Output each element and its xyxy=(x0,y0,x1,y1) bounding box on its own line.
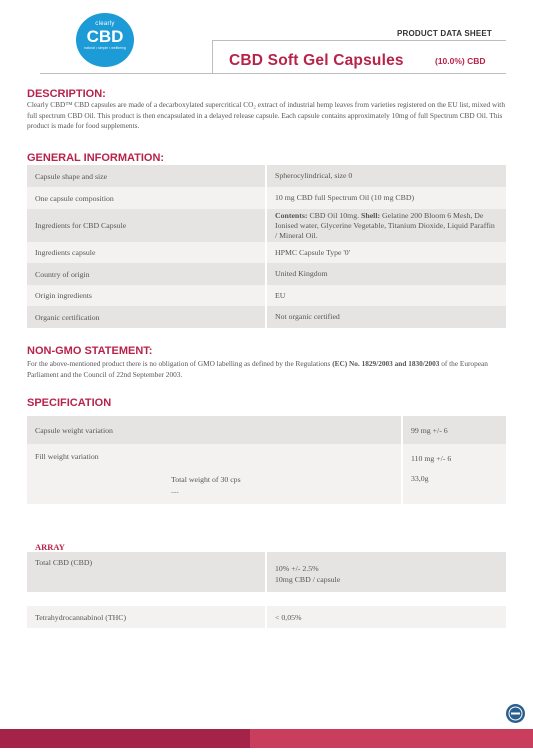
contents-prefix: Contents: xyxy=(275,210,308,220)
row-value: HPMC Capsule Type '0' xyxy=(266,242,506,263)
non-gmo-text xyxy=(27,359,507,380)
row-label: Fill weight variation xyxy=(27,444,402,474)
row-value: EU xyxy=(266,285,506,306)
total-cbd-per-capsule: 10mg CBD / capsule xyxy=(275,575,341,584)
spacer-cell xyxy=(266,592,506,606)
contents-text: CBD Oil 10mg. xyxy=(307,210,362,220)
table-row xyxy=(27,165,506,187)
title-divider xyxy=(40,73,506,74)
row-value xyxy=(266,209,506,242)
row-label: Ingredients for CBD Capsule xyxy=(27,209,266,242)
logo-top-text: clearly xyxy=(95,21,115,27)
non-gmo-text-a: For the above-mentioned product there is no obligation of GMO labelling as defined by the Regulations xyxy=(27,359,333,368)
table-row xyxy=(27,606,506,628)
concentration-label: (10.0%) CBD xyxy=(435,56,486,66)
table-row xyxy=(27,306,506,328)
description-heading: DESCRIPTION: xyxy=(27,88,106,100)
row-label: Total CBD (CBD) xyxy=(27,552,266,592)
table-row xyxy=(27,474,506,504)
header-vertical-divider xyxy=(212,40,213,73)
row-label: Ingredients capsule xyxy=(27,242,266,263)
row-label xyxy=(27,474,402,504)
table-row xyxy=(27,209,506,242)
shell-prefix: Shell: xyxy=(361,210,381,220)
non-gmo-heading: NON-GMO STATEMENT: xyxy=(27,345,153,357)
table-row xyxy=(27,416,506,444)
certification-logo-graphic xyxy=(506,704,525,723)
row-value: 10 mg CBD full Spectrum Oil (10 mg CBD) xyxy=(266,187,506,209)
table-row xyxy=(27,552,506,592)
general-info-table xyxy=(27,165,506,328)
total-weight-label: Total weight of 30 cps xyxy=(171,475,241,484)
spacer-row xyxy=(27,592,506,606)
table-row xyxy=(27,187,506,209)
shell-text: Gelatine 200 Bloom 6 Mesh, De Ionised water, Glycerine Vegetable, Titanium Dioxide, Liquid Paraffin / Mineral Oil. xyxy=(275,210,495,240)
row-label: Organic certification xyxy=(27,306,266,328)
row-value: 33,0g xyxy=(402,474,506,504)
logo-main-text: CBD xyxy=(86,27,124,46)
total-cbd-percent: 10% +/- 2.5% xyxy=(275,564,319,573)
document-title: CBD Soft Gel Capsules xyxy=(229,52,404,69)
row-value xyxy=(266,552,506,592)
general-info-heading: GENERAL INFORMATION: xyxy=(27,152,165,164)
row-value: United Kingdom xyxy=(266,263,506,285)
row-value: < 0,05% xyxy=(266,606,506,628)
row-label: Country of origin xyxy=(27,263,266,285)
row-label: Capsule shape and size xyxy=(27,165,266,187)
header-divider xyxy=(212,40,506,41)
table-row xyxy=(27,285,506,306)
certification-logo-icon xyxy=(506,704,525,723)
total-weight-suffix: .... xyxy=(171,486,179,495)
description-text: Clearly CBD™ CBD capsules are made of a decarboxylated supercritical CO₂ extract of industrial hemp leaves from varieties registered on the EU list, mixed with full spectrum CBD Oil. This product is then encapsulated in a delayed release capsule. Each capsule contains approximately 10mg of full Spectrum CBD Oil. This product is made for food supplements. xyxy=(27,100,505,130)
non-gmo-text-c: of the European Parliament and the Council of 22nd September 2003. xyxy=(27,359,488,379)
array-heading: ARRAY xyxy=(35,542,65,552)
row-value: 99 mg +/- 6 xyxy=(402,416,506,444)
spacer-cell xyxy=(27,592,266,606)
row-label: One capsule composition xyxy=(27,187,266,209)
specification-table xyxy=(27,416,506,504)
table-row xyxy=(27,242,506,263)
logo-tagline: natural • simple • wellbeing xyxy=(84,46,126,50)
specification-heading: SPECIFICATION xyxy=(27,397,112,409)
row-value: 110 mg +/- 6 xyxy=(402,444,506,474)
footer-bar-accent xyxy=(0,729,250,748)
regulation-reference: (EC) No. 1829/2003 and 1830/2003 xyxy=(332,359,440,368)
sheet-label: PRODUCT DATA SHEET xyxy=(397,29,493,38)
clearly-cbd-logo xyxy=(76,13,134,67)
array-table xyxy=(27,552,506,628)
row-label: Capsule weight variation xyxy=(27,416,402,444)
row-value: Spherocylindrical, size 0 xyxy=(266,165,506,187)
row-label: Tetrahydrocannabinol (THC) xyxy=(27,606,266,628)
table-row xyxy=(27,263,506,285)
row-value: Not organic certified xyxy=(266,306,506,328)
row-label: Origin ingredients xyxy=(27,285,266,306)
table-row xyxy=(27,444,506,474)
